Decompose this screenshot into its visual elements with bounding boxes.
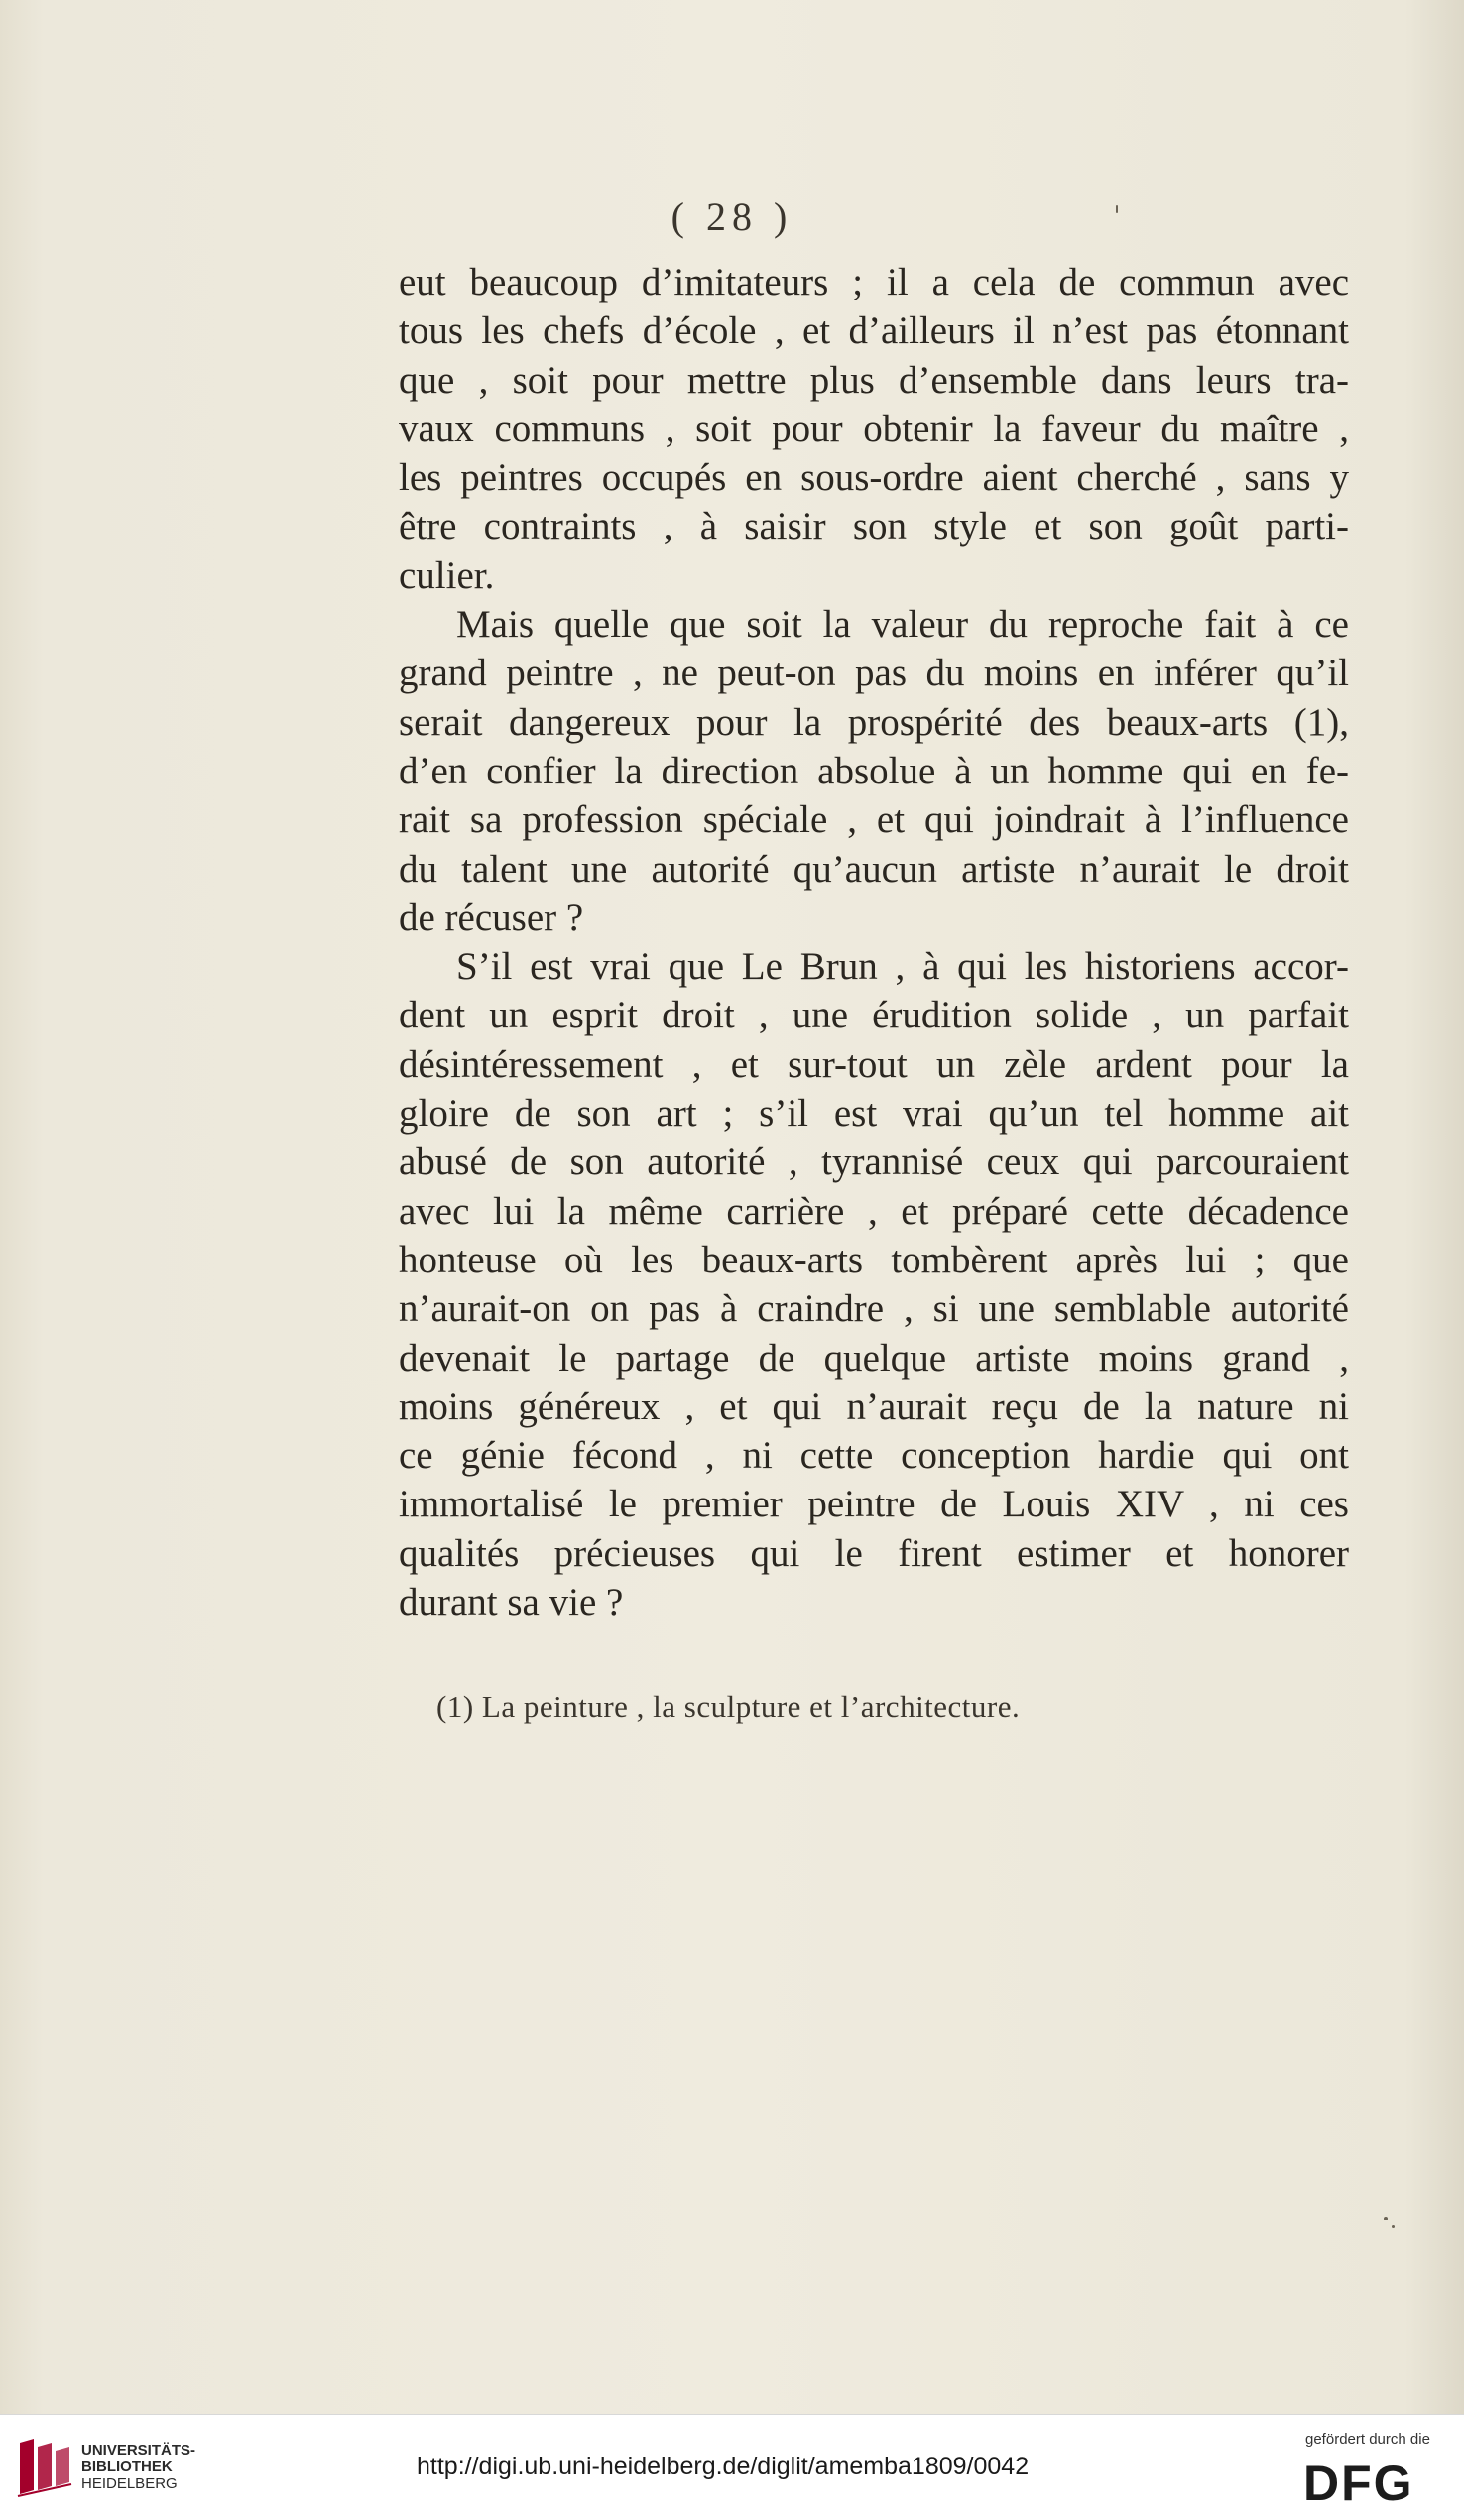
library-name-line: UNIVERSITÄTS- <box>81 2442 196 2459</box>
source-url-link[interactable]: http://digi.ub.uni-heidelberg.de/diglit/amemba1809/0042 <box>417 2453 1030 2480</box>
text-line: d’en confier la direction absolue à un homme qui en fe- <box>399 749 1349 792</box>
library-name-line: BIBLIOTHEK <box>81 2459 173 2475</box>
paper-speck <box>1384 2217 1388 2220</box>
text-line: du talent une autorité qu’aucun artiste n’aurait le droit <box>399 847 1349 891</box>
funding-caption: gefördert durch die <box>1305 2431 1430 2448</box>
dfg-logo: DFG <box>1303 2456 1414 2511</box>
text-line: qualités précieuses qui le firent estimer et honorer <box>399 1531 1349 1575</box>
text-line: serait dangereux pour la prospérité des beaux-arts (1), <box>399 700 1349 744</box>
text-line: devenait le partage de quelque artiste moins grand , <box>399 1336 1349 1380</box>
library-name <box>81 2442 195 2492</box>
text-line: grand peintre , ne peut-on pas du moins en inférer qu’il <box>399 652 1349 695</box>
text-line: eut beaucoup d’imitateurs ; il a cela de commun avec <box>399 261 1349 303</box>
text-line: immortalisé le premier peintre de Louis XIV , ni ces <box>399 1483 1349 1526</box>
text-line: avec lui la même carrière , et préparé cette décadence <box>399 1189 1349 1233</box>
footer-bar <box>0 2414 1464 2520</box>
text-line: abusé de son autorité , tyrannisé ceux qui parcouraient <box>399 1140 1349 1184</box>
text-line: durant sa vie ? <box>399 1581 624 1624</box>
footnote: (1) La peinture , la sculpture et l’architecture. <box>436 1689 1021 1724</box>
paper-speck <box>1392 2225 1395 2228</box>
text-line: dent un esprit droit , une érudition solide , un parfait <box>399 994 1349 1037</box>
text-line: désintéressement , et sur-tout un zèle ardent pour la <box>399 1042 1349 1086</box>
library-name-line: HEIDELBERG <box>81 2475 178 2492</box>
text-line: n’aurait-on on pas à craindre , si une semblable autorité <box>399 1287 1349 1331</box>
text-line: S’il est vrai que Le Brun , à qui les historiens accor- <box>456 945 1349 989</box>
paragraph-3 <box>399 942 1349 1626</box>
text-line: Mais quelle que soit la valeur du reproche fait à ce <box>456 603 1349 647</box>
text-line: ce génie fécond , ni cette conception hardie qui ont <box>399 1434 1349 1478</box>
text-line: que , soit pour mettre plus d’ensemble dans leurs tra- <box>399 358 1349 402</box>
text-line: gloire de son art ; s’il est vrai qu’un tel homme ait <box>399 1092 1349 1136</box>
text-line: les peintres occupés en sous-ordre aient cherché , sans y <box>399 456 1349 500</box>
text-line: culier. <box>399 553 495 597</box>
text-line: être contraints , à saisir son style et son goût parti- <box>399 505 1349 548</box>
text-line: vaux communs , soit pour obtenir la faveur du maître , <box>399 407 1349 450</box>
paragraph-1 <box>399 258 1349 600</box>
text-line: honteuse où les beaux-arts tombèrent après lui ; que <box>399 1238 1349 1281</box>
text-line: de récuser ? <box>399 896 584 939</box>
text-line: tous les chefs d’école , et d’ailleurs il n’est pas étonnant <box>399 309 1349 353</box>
text-line: moins généreux , et qui n’aurait reçu de la nature ni <box>399 1384 1349 1428</box>
paragraph-2 <box>399 600 1349 942</box>
paper-speck <box>1116 205 1118 213</box>
page-number: ( 28 ) <box>671 194 793 239</box>
body-text <box>399 258 1349 1626</box>
text-line: rait sa profession spéciale , et qui joindrait à l’influence <box>399 798 1349 842</box>
university-library-logo-icon <box>16 2435 73 2498</box>
